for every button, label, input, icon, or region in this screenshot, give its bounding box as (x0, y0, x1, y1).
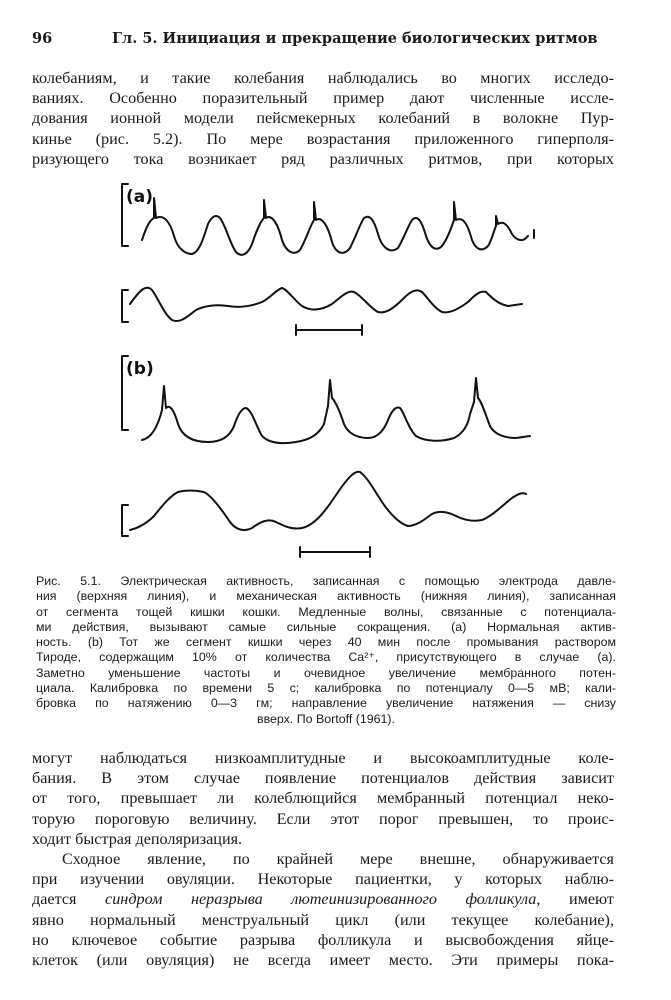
caption-line: Заметно уменьшение частоты и очевидное увеличение мембранного потен- (36, 665, 616, 680)
time-calibration-bar-b (300, 547, 370, 557)
electrical-trace-a (142, 198, 534, 255)
text-fragment: , имеют (536, 890, 614, 909)
paragraph-bottom (32, 748, 614, 970)
text-line: ризующего тока возникает ряд различных ритмов, при которых (32, 149, 614, 168)
caption-line: ность. (b) Тот же сегмент кишки через 40 мин после промывания раствором (36, 635, 616, 650)
text-line: клеток (или овуляция) не всегда имеет место. Эти примеры пока- (32, 950, 614, 969)
text-line: дования ионной модели пейсмекерных колебаний в волокне Пур- (32, 109, 614, 128)
paragraph-top (32, 68, 614, 169)
text-line: явно нормальный менструальный цикл (или текущее колебание), (32, 910, 614, 929)
time-calibration-bar-a (296, 325, 362, 335)
text-line: кинье (рис. 5.2). По мере возрастания приложенного гиперполя- (32, 129, 614, 148)
mechanical-trace-a (130, 288, 522, 321)
caption-line: вверх. По Bortoff (1961). (257, 711, 395, 726)
text-line: но ключевое событие разрыва фолликула и высвобождения яйце- (32, 930, 614, 949)
electrical-trace-b (142, 378, 530, 443)
caption-line: циала. Калибровка по времени 5 с; калибровка по потенциалу 0—5 мВ; кали- (36, 681, 616, 696)
panel-b (122, 356, 530, 557)
text-line-with-emphasis (32, 889, 614, 909)
panel-label-b: (b) (126, 359, 154, 379)
page-number: 96 (32, 30, 53, 47)
text-line: Сходное явление, по крайней мере внешне, обнаруживается (62, 849, 614, 868)
mechanical-trace-b (130, 472, 526, 530)
running-head (32, 30, 632, 50)
calibration-bar-tension-b (122, 505, 128, 536)
text-line: бания. В этом случае появление потенциалов действия зависит (32, 769, 614, 788)
panel-label-a: (a) (126, 187, 154, 207)
text-fragment: дается (32, 890, 106, 909)
caption-line: Рис. 5.1. Электрическая активность, записанная с помощью электрода давле- (36, 574, 616, 588)
panel-a (122, 184, 534, 335)
caption-line: ния (верхняя линия), и механическая активность (нижняя линия), записанная (36, 589, 616, 604)
emphasized-term: синдром неразрыва лютеинизированного фолликула (105, 890, 537, 909)
figure-5-1 (112, 180, 552, 565)
text-line: могут наблюдаться низкоамплитудные и высокоамплитудные коле- (32, 749, 614, 767)
figure-traces (112, 180, 552, 565)
figure-caption (36, 574, 616, 727)
chapter-title: Гл. 5. Инициация и прекращение биологических ритмов (112, 30, 598, 47)
text-line: от того, превышает ли колеблющийся мембранный потенциал неко- (32, 789, 614, 808)
text-line: колебаниям, и такие колебания наблюдались во многих исследо- (32, 69, 614, 87)
calibration-bar-tension-a (122, 290, 128, 322)
text-line: торую пороговую величину. Если этот порог превышен, то проис- (32, 809, 614, 828)
text-line: ходит быстрая деполяризация. (32, 829, 243, 848)
caption-line: от сегмента тощей кишки кошки. Медленные волны, связанные с потенциала- (36, 604, 616, 619)
text-line: при изучении овуляции. Некоторые пациентки, у которых наблю- (32, 870, 614, 889)
caption-line: ми действия, вызывают самые сильные сокращения. (a) Нормальная актив- (36, 619, 616, 634)
caption-line: Тироде, содержащим 10% от количества Ca²⁺, присутствующего в случае (a). (36, 650, 616, 665)
text-line: ваниях. Особенно поразительный пример дают численные иссле- (32, 89, 614, 108)
caption-line: бровка по натяжению 0—3 гм; направление увеличение натяжения — снизу (36, 696, 616, 711)
